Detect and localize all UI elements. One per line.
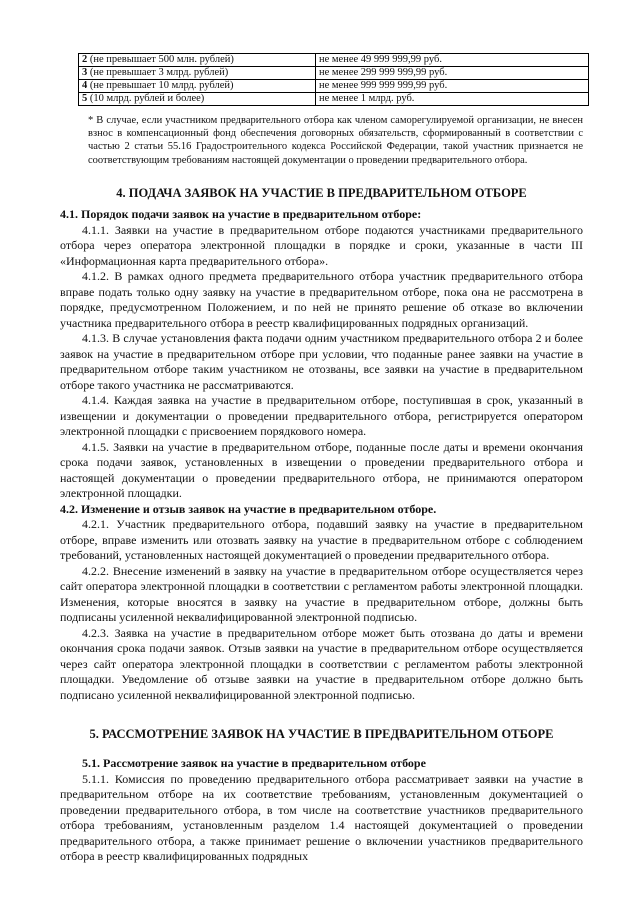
paragraph-4-1-5: 4.1.5. Заявки на участие в предварительном отборе, поданные после даты и времени окончания срока подачи заявок, установленных в извещении о проведении предварительного отбора и настоящей документации о проведении предварительного отбора, не принимаются оператором электронной площадки. — [60, 439, 583, 500]
paragraph-4-1-4: 4.1.4. Каждая заявка на участие в предварительном отборе, поступившая в срок, указанный в извещении и документации о проведении предварительного отбора, регистрируется оператором электронной площадки с присвоением порядкового номера. — [60, 393, 583, 438]
table-row — [79, 54, 589, 67]
level-number: 4 — [82, 80, 88, 91]
paragraph-4-1-2: 4.1.2. В рамках одного предмета предварительного отбора участник предварительного отбора вправе подать только одну заявку на участие в предварительном отборе, пока она не рассмотрена в порядке, предусмотренном Положением, и по ней не принято решение об отказе во включении участника предварительного отбора в реестр квалифицированных подрядных организаций. — [60, 269, 583, 330]
amount-cell: не менее 299 999 999,99 руб. — [316, 67, 589, 80]
subsection-4-2-heading: 4.2. Изменение и отзыв заявок на участие в предварительном отборе. — [60, 501, 437, 516]
amount-cell: не менее 999 999 999,99 руб. — [316, 80, 589, 93]
footnote-text: * В случае, если участником предварительного отбора как членом саморегулируемой организации, не внесен взнос в компенсационный фонд обеспечения договорных обязательств, сформированный в соответствии с частью 2 статьи 55.16 Градостроительного кодекса Российской Федерации, такой участник признается не соответствующим требованиям настоящей документации о проведении предварительного отбора. — [88, 115, 583, 166]
subsection-4-1-heading: 4.1. Порядок подачи заявок на участие в предварительном отборе: — [60, 207, 422, 221]
paragraph-4-2-1: 4.2.1. Участник предварительного отбора, подавший заявку на участие в предварительном отборе, вправе изменить или отозвать заявку на участие в предварительном отборе с соблюдением требований, установленных настоящей документацией о проведении предварительного отбора. — [60, 517, 583, 562]
level-number: 5 — [82, 93, 88, 104]
level-number: 2 — [82, 54, 88, 65]
subsection-5-1-heading: 5.1. Рассмотрение заявок на участие в предварительном отборе — [82, 756, 426, 770]
level-text: (не превышает 500 млн. рублей) — [89, 54, 234, 65]
level-text: (не превышает 3 млрд. рублей) — [89, 67, 229, 78]
paragraph-4-1-3: 4.1.3. В случае установления факта подачи одним участником предварительного отбора 2 и более заявок на участие в предварительном отборе при условии, что поданные ранее заявки на участие в предварительном отборе таким участником не отозваны, все заявки на участие в предварительном отборе такого участника не рассматриваются. — [60, 331, 583, 392]
amount-cell: не менее 1 млрд. руб. — [316, 93, 589, 106]
level-text: (не превышает 10 млрд. рублей) — [89, 80, 234, 91]
section-4-body — [60, 207, 583, 703]
table-row — [79, 80, 589, 93]
section-5-title: 5. РАССМОТРЕНИЕ ЗАЯВОК НА УЧАСТИЕ В ПРЕДВАРИТЕЛЬНОМ ОТБОРЕ — [89, 727, 554, 741]
table-row — [79, 93, 589, 106]
amount-cell: не менее 49 999 999,99 руб. — [316, 54, 589, 67]
paragraph-4-2-2: 4.2.2. Внесение изменений в заявку на участие в предварительном отборе осуществляется через сайт оператора электронной площадки в соответствии с регламентом работы электронной площадки. Изменения, которые вносятся в заявку на участие в предварительном отборе, должны быть подписаны усиленной неквалифицированной электронной подписью. — [60, 563, 583, 624]
table-row — [79, 67, 589, 80]
paragraph-4-2-3: 4.2.3. Заявка на участие в предварительном отборе может быть отозвана до даты и времени окончания срока подачи заявок. Отзыв заявки на участие в предварительном отборе осуществляется через сайт оператора электронной площадки в соответствии с регламентом работы электронной площадки. Уведомление об отзыве заявки на участие в предварительном отборе должно быть подписано усиленной неквалифицированной электронной подписью. — [60, 625, 583, 702]
paragraph-5-1-1: 5.1.1. Комиссия по проведению предварительного отбора рассматривает заявки на участие в предварительном отборе на их соответствие требованиям, установленным документацией о проведении предварительного отбора, в том числе на соответствие участников предварительного отбора требованиям, установленным разделом 1.4 настоящей документацией о проведении предварительного отбора, а также принимает решение о включении участников предварительного отбора в реестр квалифицированных подрядных — [60, 771, 583, 863]
footnote — [60, 114, 583, 167]
paragraph-4-1-1: 4.1.1. Заявки на участие в предварительном отборе подаются участниками предварительного отбора через оператора электронной площадки в порядке и сроки, указанные в части III «Информационная карта предварительного отбора». — [60, 222, 583, 268]
level-number: 3 — [82, 67, 88, 78]
section-5-body — [60, 756, 583, 865]
section-4-title: 4. ПОДАЧА ЗАЯВОК НА УЧАСТИЕ В ПРЕДВАРИТЕЛЬНОМ ОТБОРЕ — [116, 186, 527, 200]
threshold-table — [78, 53, 589, 106]
level-text: (10 млрд. рублей и более) — [89, 93, 205, 104]
